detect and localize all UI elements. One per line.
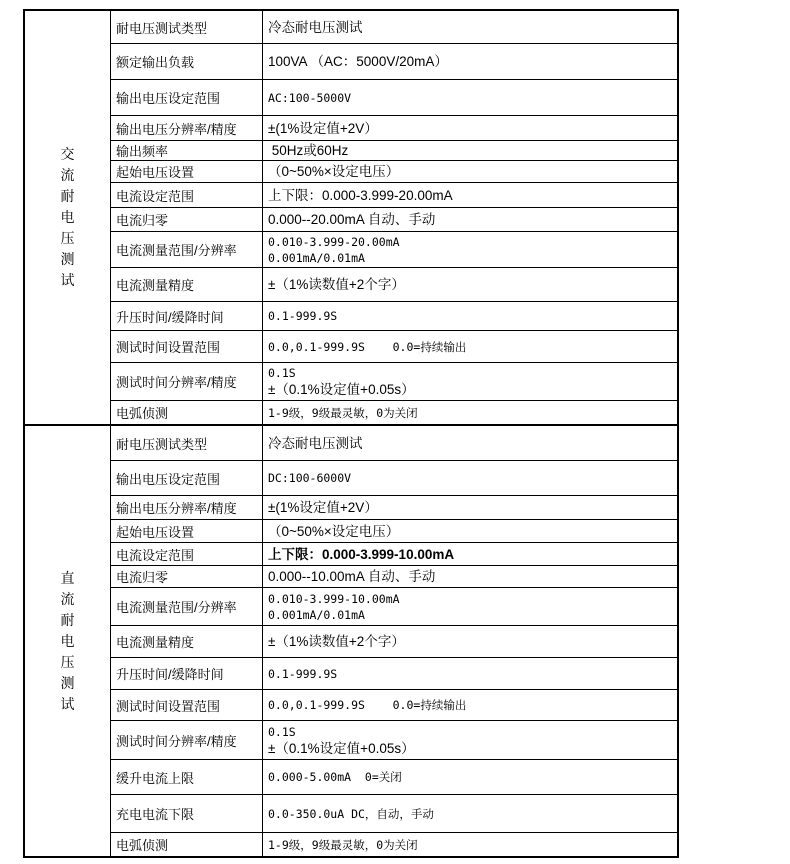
param-cell: 电流测量精度 (111, 268, 263, 301)
value-line: 上下限：0.000-3.999-10.00mA (268, 546, 455, 562)
table-row-ac-4 (111, 141, 677, 161)
section-label-char: 测 (60, 251, 75, 267)
value-cell (263, 721, 677, 759)
value-cell (263, 520, 677, 542)
value-line: ±（1%读数值+2个字） (268, 277, 405, 292)
spec-table (23, 9, 679, 858)
table-row-ac-1 (111, 44, 677, 80)
table-row-dc-6 (111, 588, 677, 626)
table-row-dc-4 (111, 543, 677, 566)
param-cell: 电流设定范围 (111, 183, 263, 207)
value-line: 0.010-3.999-20.00mA (268, 234, 400, 249)
table-row-ac-2 (111, 80, 677, 116)
section-label-dc (25, 426, 111, 856)
param-cell: 电流测量精度 (111, 626, 263, 657)
value-line: 0.1-999.9S (268, 309, 338, 323)
table-row-dc-8 (111, 658, 677, 690)
value-cell (263, 496, 677, 519)
table-row-dc-7 (111, 626, 677, 658)
section-rows-ac (111, 11, 677, 424)
table-row-dc-11 (111, 760, 677, 795)
section-label-ac (25, 11, 111, 424)
param-cell: 起始电压设置 (111, 161, 263, 182)
value-cell (263, 833, 677, 856)
table-row-dc-5 (111, 566, 677, 588)
table-row-dc-3 (111, 520, 677, 543)
param-cell: 测试时间分辨率/精度 (111, 721, 263, 759)
value-line: ±(1%设定值+2V） (268, 500, 378, 515)
value-cell (263, 80, 677, 115)
param-cell: 电流归零 (111, 208, 263, 231)
table-row-ac-10 (111, 302, 677, 331)
param-cell: 升压时间/缓降时间 (111, 658, 263, 689)
value-line: 冷态耐电压测试 (268, 19, 363, 35)
value-cell (263, 363, 677, 400)
section-label-char: 耐 (60, 611, 75, 628)
param-cell: 额定输出负载 (111, 44, 263, 79)
param-cell: 耐电压测试类型 (111, 11, 263, 43)
value-cell (263, 232, 677, 267)
value-line: 0.000--10.00mA 自动、手动 (268, 569, 436, 584)
param-cell: 升压时间/缓降时间 (111, 302, 263, 330)
value-cell (263, 588, 677, 625)
value-cell (263, 566, 677, 587)
param-cell: 电弧侦测 (111, 833, 263, 856)
value-line: 0.0,0.1-999.9S 0.0=持续输出 (268, 698, 467, 712)
value-line: 50Hz或60Hz (268, 143, 349, 158)
param-cell: 电流测量范围/分辨率 (111, 588, 263, 625)
value-line: 0.001mA/0.01mA (268, 607, 365, 622)
value-line: 0.1S (268, 366, 296, 380)
param-cell: 输出电压设定范围 (111, 80, 263, 115)
param-cell: 测试时间分辨率/精度 (111, 363, 263, 400)
param-cell: 输出电压设定范围 (111, 461, 263, 495)
value-line: 0.1S (268, 724, 296, 739)
value-line: ±（0.1%设定值+0.05s） (268, 382, 415, 397)
value-line: DC:100-6000V (268, 471, 352, 485)
value-line: ±(1%设定值+2V） (268, 120, 378, 136)
value-line: 0.000-5.00mA 0=关闭 (268, 770, 402, 784)
value-line: 0.0,0.1-999.9S 0.0=持续输出 (268, 339, 467, 354)
value-cell (263, 760, 677, 794)
param-cell: 测试时间设置范围 (111, 690, 263, 720)
value-cell (263, 183, 677, 207)
section-label-char: 压 (60, 653, 75, 670)
param-cell: 电流设定范围 (111, 543, 263, 565)
param-cell: 电流测量范围/分辨率 (111, 232, 263, 267)
value-line: 0.1-999.9S (268, 666, 338, 681)
section-label-char: 直 (60, 569, 75, 586)
value-line: AC:100-5000V (268, 90, 352, 105)
section-label-char: 电 (60, 632, 75, 649)
param-cell: 输出电压分辨率/精度 (111, 116, 263, 140)
value-line: 0.000--20.00mA 自动、手动 (268, 212, 436, 227)
param-cell: 测试时间设置范围 (111, 331, 263, 362)
table-row-dc-1 (111, 461, 677, 496)
table-row-ac-5 (111, 161, 677, 183)
value-cell (263, 116, 677, 140)
section-label-char: 耐 (60, 188, 75, 204)
table-row-ac-9 (111, 268, 677, 302)
section-label-char: 测 (60, 674, 75, 691)
table-row-ac-0 (111, 11, 677, 44)
value-cell (263, 44, 677, 79)
value-line: （0~50%×设定电压） (268, 164, 400, 179)
value-line: ±（0.1%设定值+0.05s） (268, 740, 415, 756)
param-cell: 输出频率 (111, 141, 263, 160)
value-cell (263, 268, 677, 301)
table-row-dc-2 (111, 496, 677, 520)
value-cell (263, 543, 677, 565)
param-cell: 充电电流下限 (111, 795, 263, 832)
value-line: 0.010-3.999-10.00mA (268, 591, 400, 606)
param-cell: 缓升电流上限 (111, 760, 263, 794)
table-row-dc-0 (111, 426, 677, 461)
section-label-char: 试 (60, 272, 75, 288)
value-line: ±（1%读数值+2个字） (268, 634, 405, 649)
value-cell (263, 331, 677, 362)
table-row-ac-8 (111, 232, 677, 268)
section-dc (25, 424, 677, 856)
value-cell (263, 690, 677, 720)
value-line: 冷态耐电压测试 (268, 435, 363, 451)
table-row-ac-7 (111, 208, 677, 232)
section-label-char: 交 (60, 146, 75, 162)
value-line: 1-9级，9级最灵敏，0为关闭 (268, 837, 418, 852)
section-label-char: 压 (60, 230, 75, 246)
section-rows-dc (111, 426, 677, 856)
value-cell (263, 626, 677, 657)
param-cell: 电弧侦测 (111, 401, 263, 424)
value-cell (263, 401, 677, 424)
section-ac (25, 11, 677, 424)
section-label-char: 试 (60, 695, 75, 712)
value-cell (263, 208, 677, 231)
table-row-ac-13 (111, 401, 677, 424)
param-cell: 起始电压设置 (111, 520, 263, 542)
section-label-char: 流 (60, 167, 75, 183)
value-cell (263, 11, 677, 43)
value-cell (263, 426, 677, 460)
value-cell (263, 302, 677, 330)
param-cell: 耐电压测试类型 (111, 426, 263, 460)
value-cell (263, 795, 677, 832)
section-label-char: 电 (60, 209, 75, 225)
table-row-dc-9 (111, 690, 677, 721)
table-row-ac-3 (111, 116, 677, 141)
table-row-dc-13 (111, 833, 677, 856)
section-label-char: 流 (60, 590, 75, 607)
table-row-dc-10 (111, 721, 677, 760)
param-cell: 电流归零 (111, 566, 263, 587)
value-line: 0.001mA/0.01mA (268, 250, 365, 265)
table-row-dc-12 (111, 795, 677, 833)
value-cell (263, 461, 677, 495)
value-line: （0~50%×设定电压） (268, 523, 400, 539)
value-cell (263, 141, 677, 160)
table-row-ac-6 (111, 183, 677, 208)
table-row-ac-12 (111, 363, 677, 401)
table-row-ac-11 (111, 331, 677, 363)
value-line: 上下限：0.000-3.999-20.00mA (268, 187, 453, 203)
value-cell (263, 161, 677, 182)
value-line: 0.0-350.0uA DC，自动，手动 (268, 806, 434, 821)
value-cell (263, 658, 677, 689)
value-line: 100VA （AC：5000V/20mA） (268, 54, 448, 69)
value-line: 1-9级，9级最灵敏，0为关闭 (268, 405, 418, 420)
param-cell: 输出电压分辨率/精度 (111, 496, 263, 519)
